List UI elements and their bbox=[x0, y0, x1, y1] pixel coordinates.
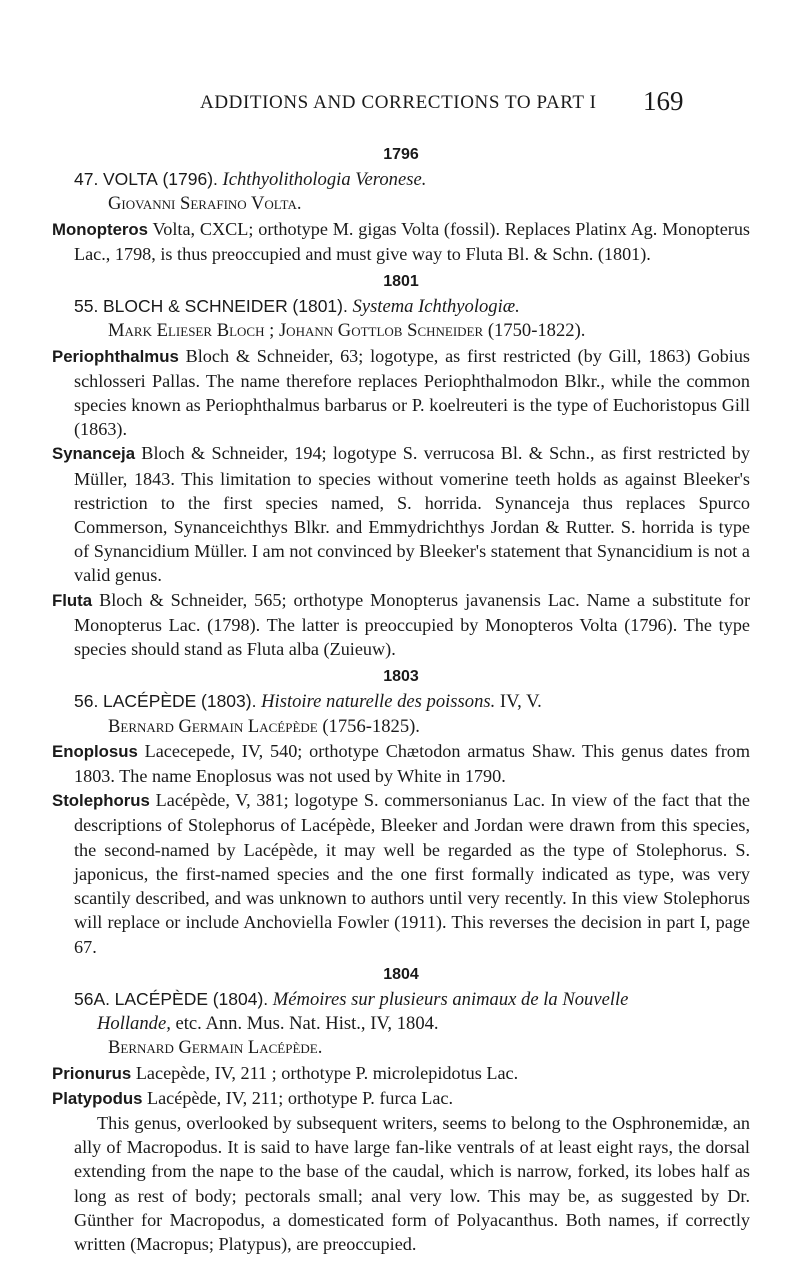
work-title: Histoire naturelle des poissons. bbox=[261, 691, 496, 713]
entry-text: Lacépède, V, 381; logotype S. commersonianus Lac. In view of the fact that the descriptions of Stolephorus of Lacépède, Bleeker and Jordan were drawn from this species, the second-named by Lacépède, it may well be regarded as the type of Stolephorus. S. japonicus, the first-named species and the one first formally indicated as type, was very scantily described, and was unknown to authors until very recently. In this view Stolephorus will replace or include Anchoviella Fowler (1911). This reverses the decision in part I, page 67. bbox=[74, 790, 750, 957]
work-citation-56 bbox=[52, 689, 750, 714]
author-names: Mark Elieser Bloch ; Johann Gottlob Schneider (1750-1822). bbox=[108, 320, 586, 342]
genus-entry-fluta bbox=[52, 588, 750, 662]
year-heading-1796: 1796 bbox=[383, 146, 419, 163]
work-title: Systema Ichthyologiæ. bbox=[352, 296, 520, 318]
work-publication: etc. Ann. Mus. Nat. Hist., IV, 1804. bbox=[170, 1013, 439, 1035]
work-citation-continued bbox=[52, 1012, 750, 1036]
entry-text: Lacepède, IV, 211 ; orthotype P. microlepidotus Lac. bbox=[131, 1062, 519, 1083]
work-volumes: IV, V. bbox=[495, 691, 542, 713]
entry-text: Bloch & Schneider, 194; logotype S. verrucosa Bl. & Schn., as first restricted by Müller, 1843. This limitation to species without vomerine teeth holds as against Bleeker's restriction to the first species named, S. horrida. Synanceja thus replaces Spurco Commerson, Synanceichthys Blkr. and Emmydrichthys Jordan & Rutter. S. horrida is type of Synancidium Müller. I am not convinced by Bleeker's statement that Synancidium is not a valid genus. bbox=[74, 443, 750, 586]
author-names: Bernard Germain Lacépède. bbox=[108, 1037, 323, 1059]
work-date: (1796). bbox=[162, 169, 218, 190]
genus-name: Prionurus bbox=[52, 1063, 132, 1083]
genus-entry-platypodus bbox=[52, 1086, 750, 1111]
genus-entry-prionurus bbox=[52, 1061, 750, 1086]
entry-text: Volta, CXCL; orthotype M. gigas Volta (fossil). Replaces Platinx Ag. Monopterus Lac., 1798, is thus preoccupied and must give way to Fluta Bl. & Schn. (1801). bbox=[74, 218, 750, 264]
year-heading-1801: 1801 bbox=[383, 273, 419, 291]
work-title-continued: Hollande, bbox=[97, 1013, 171, 1035]
work-date: (1803). bbox=[201, 691, 257, 712]
author-names: Giovanni Serafino Volta. bbox=[108, 193, 302, 215]
genus-name: Platypodus bbox=[52, 1088, 143, 1108]
genus-name: Fluta bbox=[52, 590, 93, 610]
page-body bbox=[52, 143, 750, 1256]
work-author: BLOCH & SCHNEIDER bbox=[102, 296, 288, 317]
work-citation-56a bbox=[52, 987, 750, 1012]
work-number: 56. bbox=[74, 691, 99, 712]
work-title: Mémoires sur plusieurs animaux de la Nouvelle bbox=[272, 988, 629, 1010]
genus-entry-stolephorus bbox=[52, 788, 750, 958]
genus-entry-monopteros bbox=[52, 217, 750, 266]
author-names: Bernard Germain Lacépède (1756-1825). bbox=[108, 715, 420, 737]
work-author: VOLTA bbox=[102, 169, 158, 190]
work-citation-47 bbox=[52, 167, 750, 192]
genus-entry-synanceja bbox=[52, 441, 750, 587]
entry-text: Lacépède, IV, 211; orthotype P. furca Lac. bbox=[142, 1087, 454, 1108]
entry-text: Bloch & Schneider, 565; orthotype Monopterus javanensis Lac. Name a substitute for Monopterus Lac. (1798). The latter is preoccupied by Monopteros Volta (1796). The type species should stand as Fluta alba (Zuieuw). bbox=[74, 589, 750, 660]
work-author: LACÉPÈDE bbox=[102, 691, 197, 712]
running-head: ADDITIONS AND CORRECTIONS TO PART I bbox=[200, 92, 597, 113]
genus-name: Monopteros bbox=[52, 219, 149, 239]
platypodus-note: This genus, overlooked by subsequent writers, seems to belong to the Osphronemidæ, an ally of Macropodus. It is said to have large fan-like ventrals of at least eight rays, the dorsal extending from the nape to the base of the caudal, which is narrow, forked, its lobes half as long as rest of body; pectorals small; anal very low. This may be, as suggested by Dr. Günther for Macropodus, a domesticated form of Polyacanthus. Both names, if correctly written (Macropus; Platypus), are preoccupied. bbox=[74, 1112, 750, 1254]
year-heading-1804: 1804 bbox=[383, 965, 419, 983]
work-number: 56A. bbox=[74, 988, 110, 1009]
genus-name: Synanceja bbox=[52, 444, 136, 464]
work-citation-55 bbox=[52, 294, 750, 319]
entry-text: Bloch & Schneider, 63; logotype, as first restricted (by Gill, 1863) Gobius schlosseri Pallas. The name therefore replaces Periophthalmodon Blkr., while the common species known as Periophthalmus barbarus or P. koelreuteri is the type of Euchoristopus Gill (1863). bbox=[74, 345, 750, 440]
genus-entry-periophthalmus bbox=[52, 344, 750, 442]
work-title: Ichthyolithologia Veronese. bbox=[222, 169, 427, 191]
genus-name: Periophthalmus bbox=[52, 346, 179, 366]
genus-name: Enoplosus bbox=[52, 741, 138, 761]
genus-entry-enoplosus bbox=[52, 739, 750, 788]
work-author: LACÉPÈDE bbox=[114, 988, 209, 1009]
genus-name: Stolephorus bbox=[52, 791, 150, 811]
work-date: (1804). bbox=[212, 988, 269, 1009]
page-number: 169 bbox=[643, 86, 684, 116]
work-number: 47. bbox=[74, 169, 99, 190]
entry-text: Lacecepede, IV, 540; orthotype Chætodon armatus Shaw. This genus dates from 1803. The name Enoplosus was not used by White in 1790. bbox=[74, 740, 750, 787]
work-number: 55. bbox=[74, 296, 99, 317]
work-date: (1801). bbox=[292, 296, 348, 317]
year-heading-1803: 1803 bbox=[383, 668, 419, 686]
